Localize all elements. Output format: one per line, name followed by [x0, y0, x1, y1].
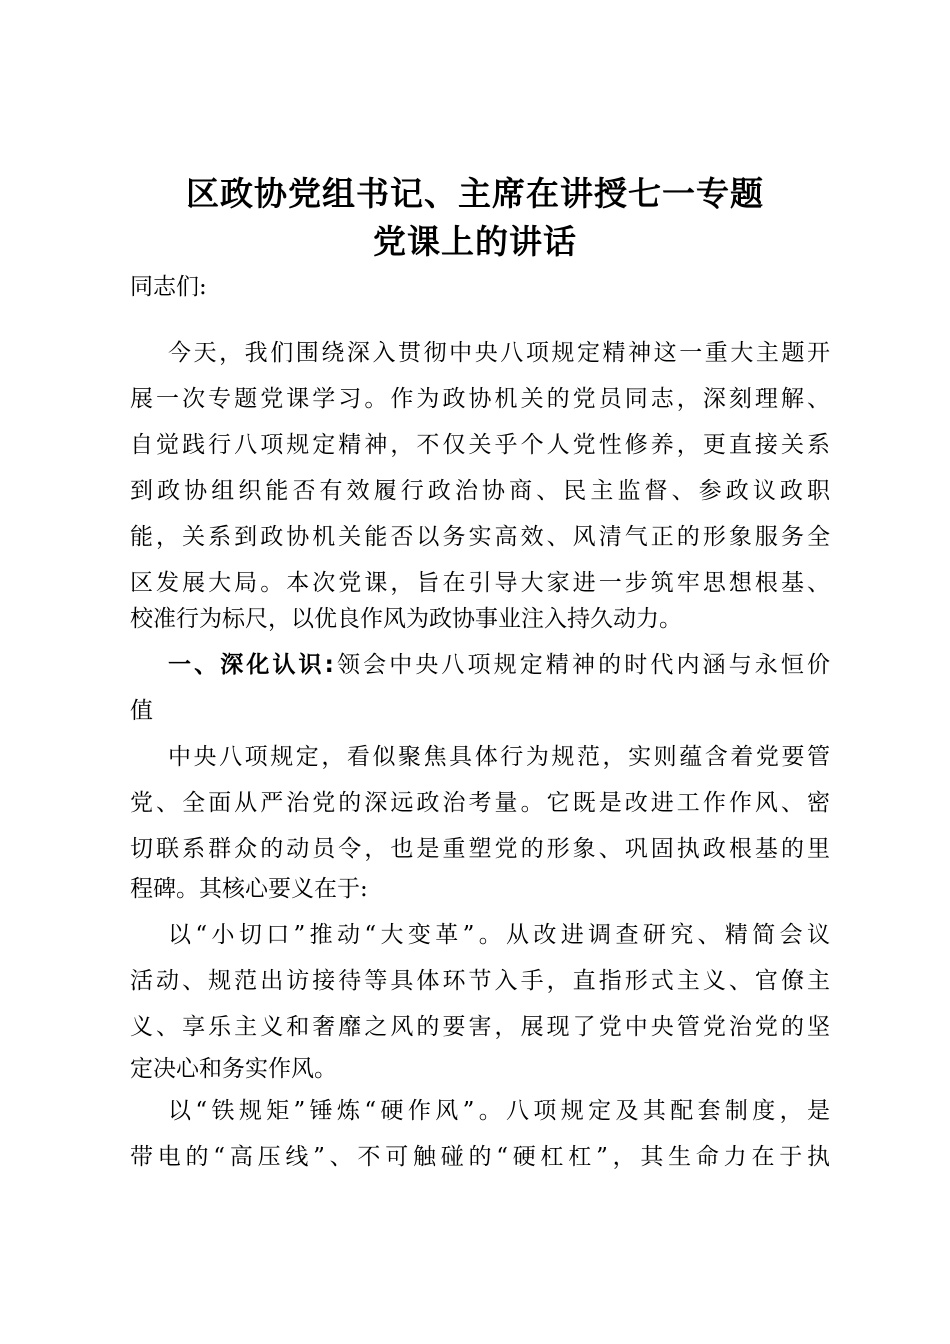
- paragraph-line: 自觉践行八项规定精神，不仅关乎个人党性修养，更直接关系: [130, 432, 830, 458]
- paragraph-line: 党、全面从严治党的深远政治考量。它既是改进工作作风、密: [130, 790, 830, 816]
- salutation: 同志们:: [130, 274, 207, 300]
- paragraph-line: 定决心和务实作风。: [130, 1056, 337, 1082]
- paragraph-line: 能，关系到政协机关能否以务实高效、风清气正的形象服务全: [130, 524, 830, 550]
- paragraph-line: 以“铁规矩”锤炼“硬作风”。八项规定及其配套制度，是: [168, 1098, 830, 1124]
- section-heading: [130, 642, 830, 688]
- document-title-line-2: 党课上的讲话: [373, 222, 577, 261]
- paragraph-line: 程碑。其核心要义在于:: [130, 876, 368, 902]
- document-title-line-1: 区政协党组书记、主席在讲授七一专题: [186, 174, 764, 213]
- paragraph-line: 中央八项规定，看似聚焦具体行为规范，实则蕴含着党要管: [168, 744, 830, 770]
- paragraph-line: 校准行为标尺，以优良作风为政协事业注入持久动力。: [130, 606, 682, 632]
- paragraph-line: 带电的“高压线”、不可触碰的“硬杠杠”，其生命力在于执: [130, 1144, 830, 1170]
- paragraph-line: 义、享乐主义和奢靡之风的要害，展现了党中央管党治党的坚: [130, 1014, 830, 1040]
- paragraph-line: 切联系群众的动员令，也是重塑党的形象、巩固执政根基的里: [130, 836, 830, 862]
- paragraph-line: 展一次专题党课学习。作为政协机关的党员同志，深刻理解、: [130, 386, 830, 412]
- section-heading-text: 领会中央八项规定精神的时代内涵与永恒价: [333, 652, 831, 678]
- paragraph-line: 区发展大局。本次党课，旨在引导大家进一步筑牢思想根基、: [130, 570, 830, 596]
- paragraph-line: 活动、规范出访接待等具体环节入手，直指形式主义、官僚主: [130, 968, 830, 994]
- paragraph-line: 今天，我们围绕深入贯彻中央八项规定精神这一重大主题开: [168, 340, 830, 366]
- paragraph-line: 以“小切口”推动“大变革”。从改进调查研究、精简会议: [168, 922, 830, 948]
- section-heading-label: 一、深化认识:: [168, 652, 334, 678]
- paragraph-line: 到政协组织能否有效履行政治协商、民主监督、参政议政职: [130, 478, 830, 504]
- section-heading-continuation: 值: [130, 698, 153, 724]
